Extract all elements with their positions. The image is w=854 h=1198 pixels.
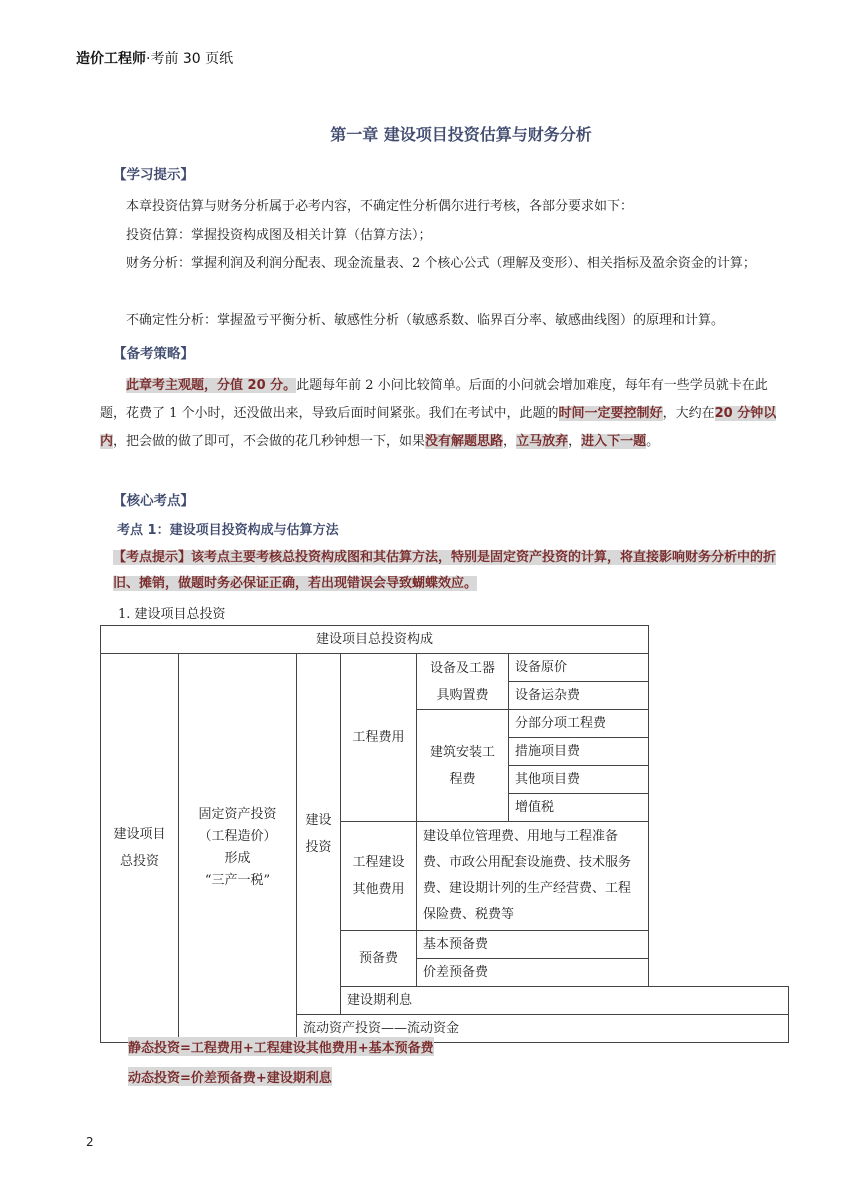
tips-paragraph-4: 不确定性分析：掌握盈亏平衡分析、敏感性分析（敏感系数、临界百分率、敏感曲线图）的原理和计算。: [126, 313, 725, 328]
cell-total-investment: 建设项目 总投资: [101, 654, 179, 1043]
strategy-paragraph: [100, 372, 792, 456]
strategy-text-4: ，: [503, 434, 517, 449]
cell-other-construction-fee: 工程建设 其他费用: [341, 822, 417, 931]
keypoint-1-title: 考点 1：建设项目投资构成与估算方法: [117, 523, 339, 538]
table-caption: 建设项目总投资构成: [101, 626, 649, 654]
strategy-text-3: ，把会做的做了即可，不会做的花几秒钟想一下，如果: [113, 434, 426, 449]
cell-vat: 增值税: [509, 794, 649, 822]
keypoint-hint-text: 【考点提示】该考点主要考核总投资构成图和其估算方法，特别是固定资产投资的计算，将直接影响财务分析中的折旧、摊销，做题时务必保证正确，若出现错误会导致蝴蝶效应。: [113, 550, 777, 591]
section-heading-tips: 【学习提示】: [113, 167, 194, 183]
highlight-next-question: 进入下一题: [581, 434, 647, 449]
cell-reserve-fee: 预备费: [341, 931, 417, 987]
list-item-1: 1. 建设项目总投资: [118, 607, 226, 622]
cell-construction-interest: 建设期利息: [341, 987, 789, 1015]
cell-fixed-asset-investment: 固定资产投资 （工程造价） 形成 “三产一税”: [179, 654, 297, 1043]
section-heading-strategy: 【备考策略】: [113, 346, 194, 362]
header-dot: ·: [146, 51, 151, 67]
highlight-give-up: 立马放弃: [516, 434, 569, 449]
strategy-text-2: ，大约在: [662, 406, 715, 421]
strategy-text-5: ，: [568, 434, 582, 449]
highlight-subjective: 此章考主观题，分值 20 分。: [126, 378, 297, 393]
header-brand: 造价工程师: [76, 51, 146, 67]
formula-static-investment: 静态投资=工程费用+工程建设其他费用+基本预备费: [128, 1037, 434, 1056]
tips-paragraph-1: 本章投资估算与财务分析属于必考内容，不确定性分析偶尔进行考核，各部分要求如下：: [126, 199, 634, 214]
formula-dynamic-investment: 动态投资=价差预备费+建设期利息: [128, 1067, 332, 1086]
strategy-text-6: 。: [646, 434, 660, 449]
cell-basic-reserve: 基本预备费: [417, 931, 649, 959]
cell-other-fee-detail: 建设单位管理费、用地与工程准备费、市政公用配套设施费、技术服务费、建设期计列的生产经营费、工程保险费、税费等: [417, 822, 649, 931]
cell-price-reserve: 价差预备费: [417, 959, 649, 987]
strategy-text-1: 此题每年前 2 小问比较简单。后面的小问就会增加难度，每年有一些学员就卡在此题，花费了 1 个小时，还没做出来，导致后面时间紧张。我们在考试中，此题的: [100, 378, 768, 421]
tips-paragraph-2: 投资估算：掌握投资构成图及相关计算（估算方法）；: [126, 228, 432, 243]
cell-engineering-fee: 工程费用: [341, 654, 417, 822]
highlight-20-minutes: 20 分钟以内: [100, 406, 777, 449]
cell-measure-fee: 措施项目费: [509, 738, 649, 766]
cell-sub-item-fee: 分部分项工程费: [509, 710, 649, 738]
cell-building-installation: 建筑安装工 程费: [417, 710, 509, 822]
highlight-time-control: 时间一定要控制好: [558, 406, 663, 421]
cell-equipment-fee: 设备及工器 具购置费: [417, 654, 509, 710]
cell-working-capital: 流动资产投资——流动资金: [297, 1015, 789, 1043]
cell-equipment-transport: 设备运杂费: [509, 682, 649, 710]
page-number: 2: [86, 1135, 94, 1149]
keypoint-hint: [113, 545, 793, 597]
cell-equipment-original: 设备原价: [509, 654, 649, 682]
highlight-no-idea: 没有解题思路: [425, 434, 504, 449]
investment-composition-table: [100, 625, 789, 1043]
header-subtitle: 考前 30 页纸: [150, 51, 234, 67]
tips-paragraph-3: 财务分析：掌握利润及利润分配表、现金流量表、2 个核心公式（理解及变形）、相关指标及盈余资金的计算；: [126, 256, 756, 271]
cell-construction-investment: 建设 投资: [297, 654, 341, 1015]
cell-other-item-fee: 其他项目费: [509, 766, 649, 794]
section-heading-core: 【核心考点】: [113, 493, 194, 509]
chapter-title: 第一章 建设项目投资估算与财务分析: [330, 125, 592, 144]
running-header: [76, 48, 233, 68]
